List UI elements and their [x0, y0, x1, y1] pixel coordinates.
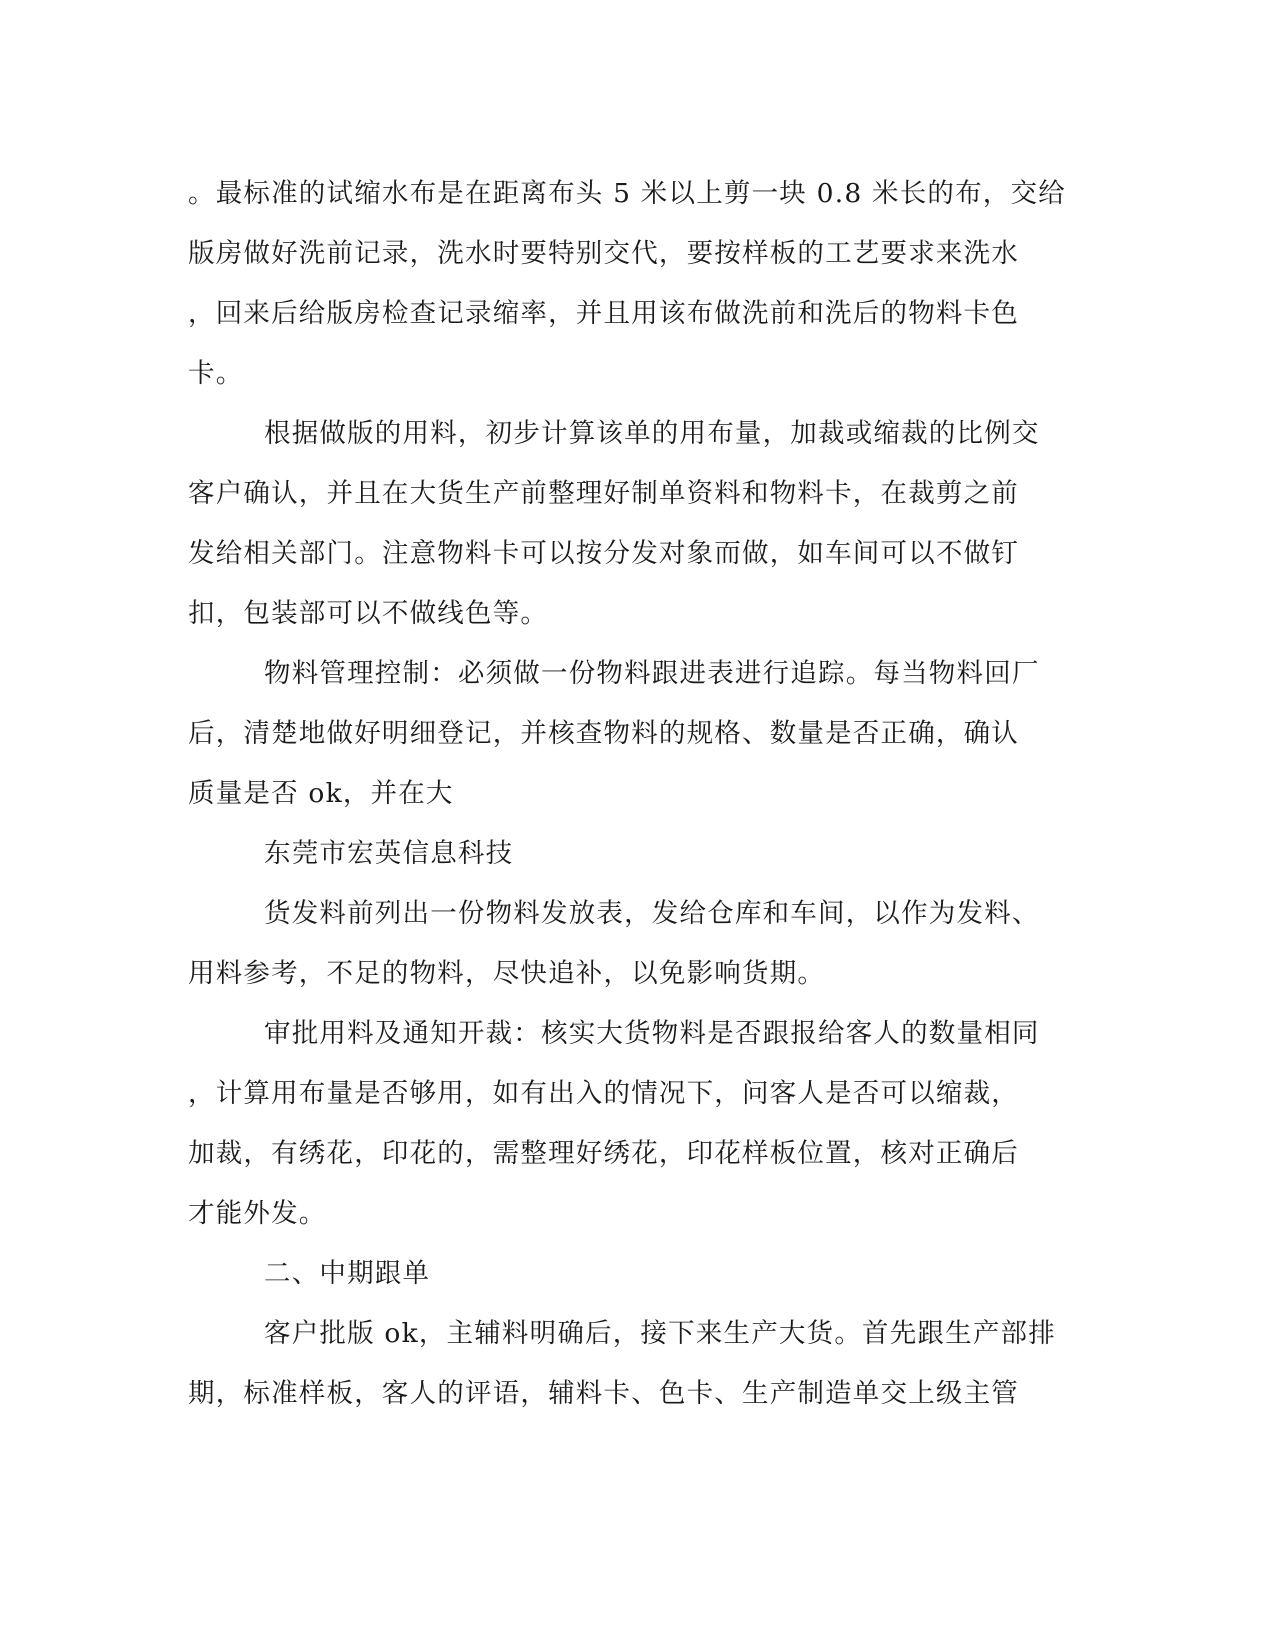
text-line: 用料参考，不足的物料，尽快追补，以免影响货期。 [188, 958, 826, 989]
text-line: 后，清楚地做好明细登记，并核查物料的规格、数量是否正确，确认 [188, 718, 1019, 749]
section-heading: 二、中期跟单 [264, 1258, 431, 1289]
text-line: 。最标准的试缩水布是在距离布头 5 米以上剪一块 0.8 米长的布，交给 [188, 178, 1066, 209]
text-line: 发给相关部门。注意物料卡可以按分发对象而做，如车间可以不做钉 [188, 538, 1019, 569]
text-line: ，计算用布量是否够用，如有出入的情况下，问客人是否可以缩裁， [188, 1078, 1019, 1109]
paragraph-first-line: 物料管理控制：必须做一份物料跟进表进行追踪。每当物料回厂 [264, 658, 1040, 689]
paragraph-first-line: 货发料前列出一份物料发放表，发给仓库和车间，以作为发料、 [264, 898, 1040, 929]
company-name-line: 东莞市宏英信息科技 [264, 838, 514, 869]
paragraph-first-line: 客户批版 ok，主辅料明确后，接下来生产大货。首先跟生产部排 [264, 1318, 1056, 1349]
text-line: 版房做好洗前记录，洗水时要特别交代，要按样板的工艺要求来洗水 [188, 238, 1019, 269]
text-line: 加裁，有绣花，印花的，需整理好绣花，印花样板位置，核对正确后 [188, 1138, 1019, 1169]
text-line: 扣，包装部可以不做线色等。 [188, 598, 549, 629]
text-line: 卡。 [188, 358, 244, 389]
text-line: 质量是否 ok，并在大 [188, 778, 454, 809]
text-line: 客户确认，并且在大货生产前整理好制单资料和物料卡，在裁剪之前 [188, 478, 1019, 509]
paragraph-first-line: 审批用料及通知开裁：核实大货物料是否跟报给客人的数量相同 [264, 1018, 1040, 1049]
text-line: 期，标准样板，客人的评语，辅料卡、色卡、生产制造单交上级主管 [188, 1378, 1019, 1409]
paragraph-first-line: 根据做版的用料，初步计算该单的用布量，加裁或缩裁的比例交 [264, 418, 1040, 449]
text-line: ，回来后给版房检查记录缩率，并且用该布做洗前和洗后的物料卡色 [188, 298, 1019, 329]
document-body [188, 164, 1068, 1424]
text-line: 才能外发。 [188, 1198, 327, 1229]
